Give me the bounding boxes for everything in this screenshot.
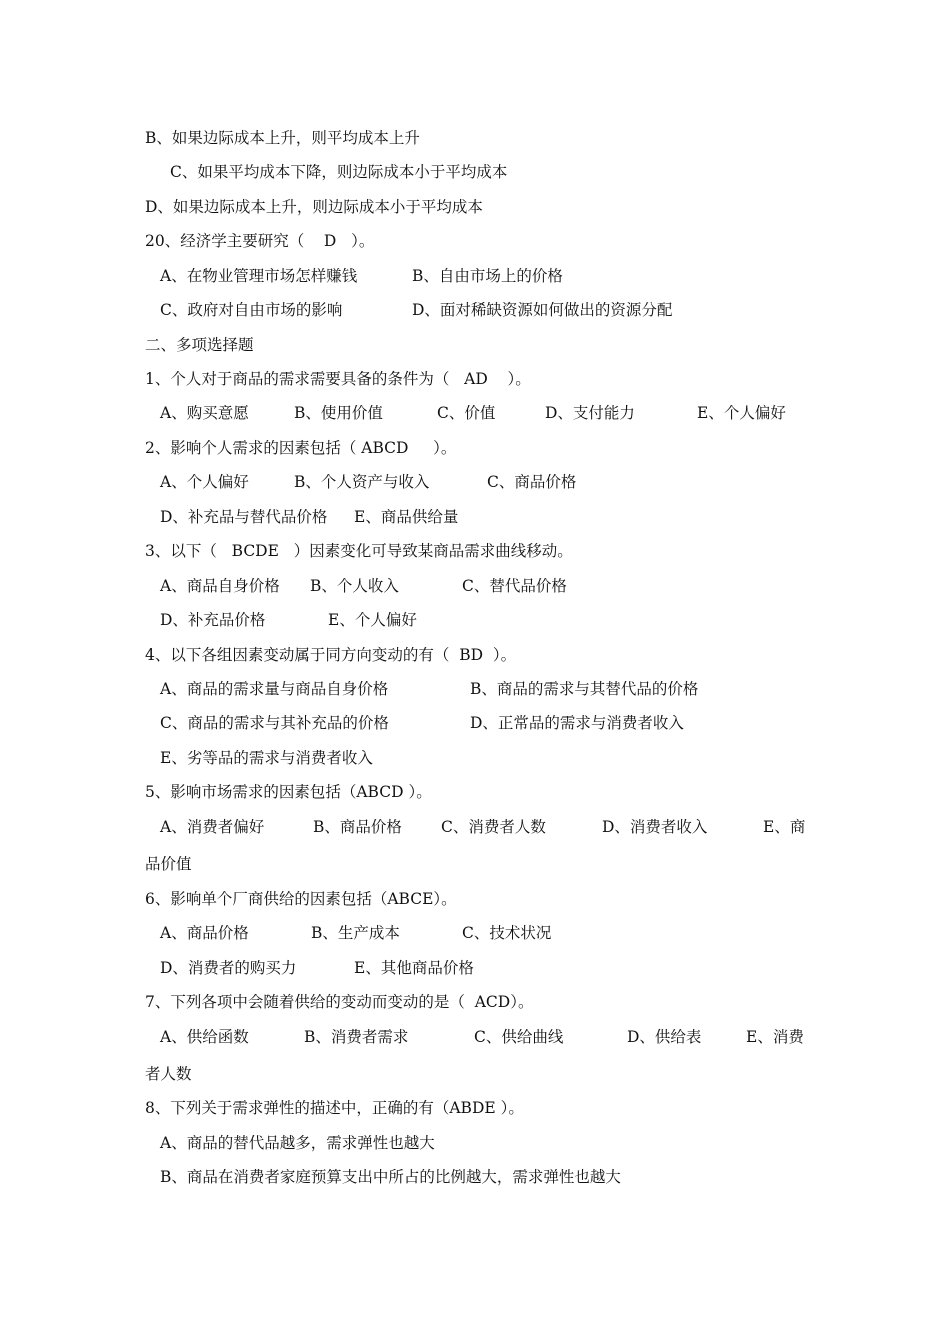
- m2-option-b: B、个人资产与收入: [294, 473, 430, 491]
- m7-option-e-continued: 者人数: [145, 1065, 192, 1083]
- m4-option-c: C、商品的需求与其补充品的价格: [160, 714, 389, 732]
- m7-option-e: E、消费: [746, 1028, 804, 1046]
- question-m2: 2、影响个人需求的因素包括（ ABCD ）。: [145, 439, 457, 457]
- m5-option-a: A、消费者偏好: [160, 818, 265, 836]
- m7-option-d: D、供给表: [627, 1028, 702, 1046]
- m3-option-e: E、个人偏好: [328, 611, 417, 629]
- m1-option-e: E、个人偏好: [697, 404, 786, 422]
- question-20: 20、经济学主要研究（ D ）。: [145, 232, 375, 250]
- q20-option-a: A、在物业管理市场怎样赚钱: [160, 267, 358, 285]
- question-m6: 6、影响单个厂商供给的因素包括（ABCE）。: [145, 890, 457, 908]
- m6-option-a: A、商品价格: [160, 924, 249, 942]
- m5-option-c: C、消费者人数: [441, 818, 546, 836]
- m4-option-b: B、商品的需求与其替代品的价格: [470, 680, 699, 698]
- question-m4: 4、以下各组因素变动属于同方向变动的有（ BD ）。: [145, 646, 517, 664]
- m8-option-b: B、商品在消费者家庭预算支出中所占的比例越大，需求弹性也越大: [160, 1168, 621, 1186]
- m6-option-c: C、技术状况: [462, 924, 552, 942]
- m6-option-e: E、其他商品价格: [354, 959, 474, 977]
- m3-option-a: A、商品自身价格: [160, 577, 280, 595]
- m6-option-b: B、生产成本: [311, 924, 400, 942]
- m5-option-b: B、商品价格: [313, 818, 402, 836]
- m5-option-e-continued: 品价值: [145, 855, 192, 873]
- m2-option-d: D、补充品与替代品价格: [160, 508, 328, 526]
- m3-option-d: D、补充品价格: [160, 611, 266, 629]
- m1-option-d: D、支付能力: [545, 404, 635, 422]
- question-m5: 5、影响市场需求的因素包括（ABCD ）。: [145, 783, 432, 801]
- m2-option-c: C、商品价格: [487, 473, 577, 491]
- m3-option-b: B、个人收入: [310, 577, 399, 595]
- question-m8: 8、下列关于需求弹性的描述中，正确的有（ABDE ）。: [145, 1099, 524, 1117]
- m7-option-a: A、供给函数: [160, 1028, 249, 1046]
- q20-option-d: D、面对稀缺资源如何做出的资源分配: [412, 301, 673, 319]
- m2-option-a: A、个人偏好: [160, 473, 249, 491]
- question-m7: 7、下列各项中会随着供给的变动而变动的是（ ACD）。: [145, 993, 534, 1011]
- option-line: B、如果边际成本上升，则平均成本上升: [145, 129, 420, 147]
- m1-option-b: B、使用价值: [294, 404, 383, 422]
- option-line: D、如果边际成本上升，则边际成本小于平均成本: [145, 198, 483, 216]
- question-m3: 3、以下（ BCDE ）因素变化可导致某商品需求曲线移动。: [145, 542, 573, 560]
- m8-option-a: A、商品的替代品越多，需求弹性也越大: [160, 1134, 435, 1152]
- m2-option-e: E、商品供给量: [354, 508, 459, 526]
- option-line: C、如果平均成本下降，则边际成本小于平均成本: [170, 163, 508, 181]
- m1-option-a: A、购买意愿: [160, 404, 249, 422]
- q20-option-b: B、自由市场上的价格: [412, 267, 563, 285]
- q20-option-c: C、政府对自由市场的影响: [160, 301, 343, 319]
- m5-option-e: E、商: [763, 818, 806, 836]
- m6-option-d: D、消费者的购买力: [160, 959, 297, 977]
- m5-option-d: D、消费者收入: [602, 818, 708, 836]
- m7-option-b: B、消费者需求: [304, 1028, 409, 1046]
- question-m1: 1、个人对于商品的需求需要具备的条件为（ AD ）。: [145, 370, 531, 388]
- m4-option-a: A、商品的需求量与商品自身价格: [160, 680, 389, 698]
- m3-option-c: C、替代品价格: [462, 577, 567, 595]
- m4-option-e: E、劣等品的需求与消费者收入: [160, 749, 373, 767]
- m4-option-d: D、正常品的需求与消费者收入: [470, 714, 684, 732]
- m1-option-c: C、价值: [437, 404, 496, 422]
- section-heading: 二、多项选择题: [145, 336, 254, 354]
- m7-option-c: C、供给曲线: [474, 1028, 564, 1046]
